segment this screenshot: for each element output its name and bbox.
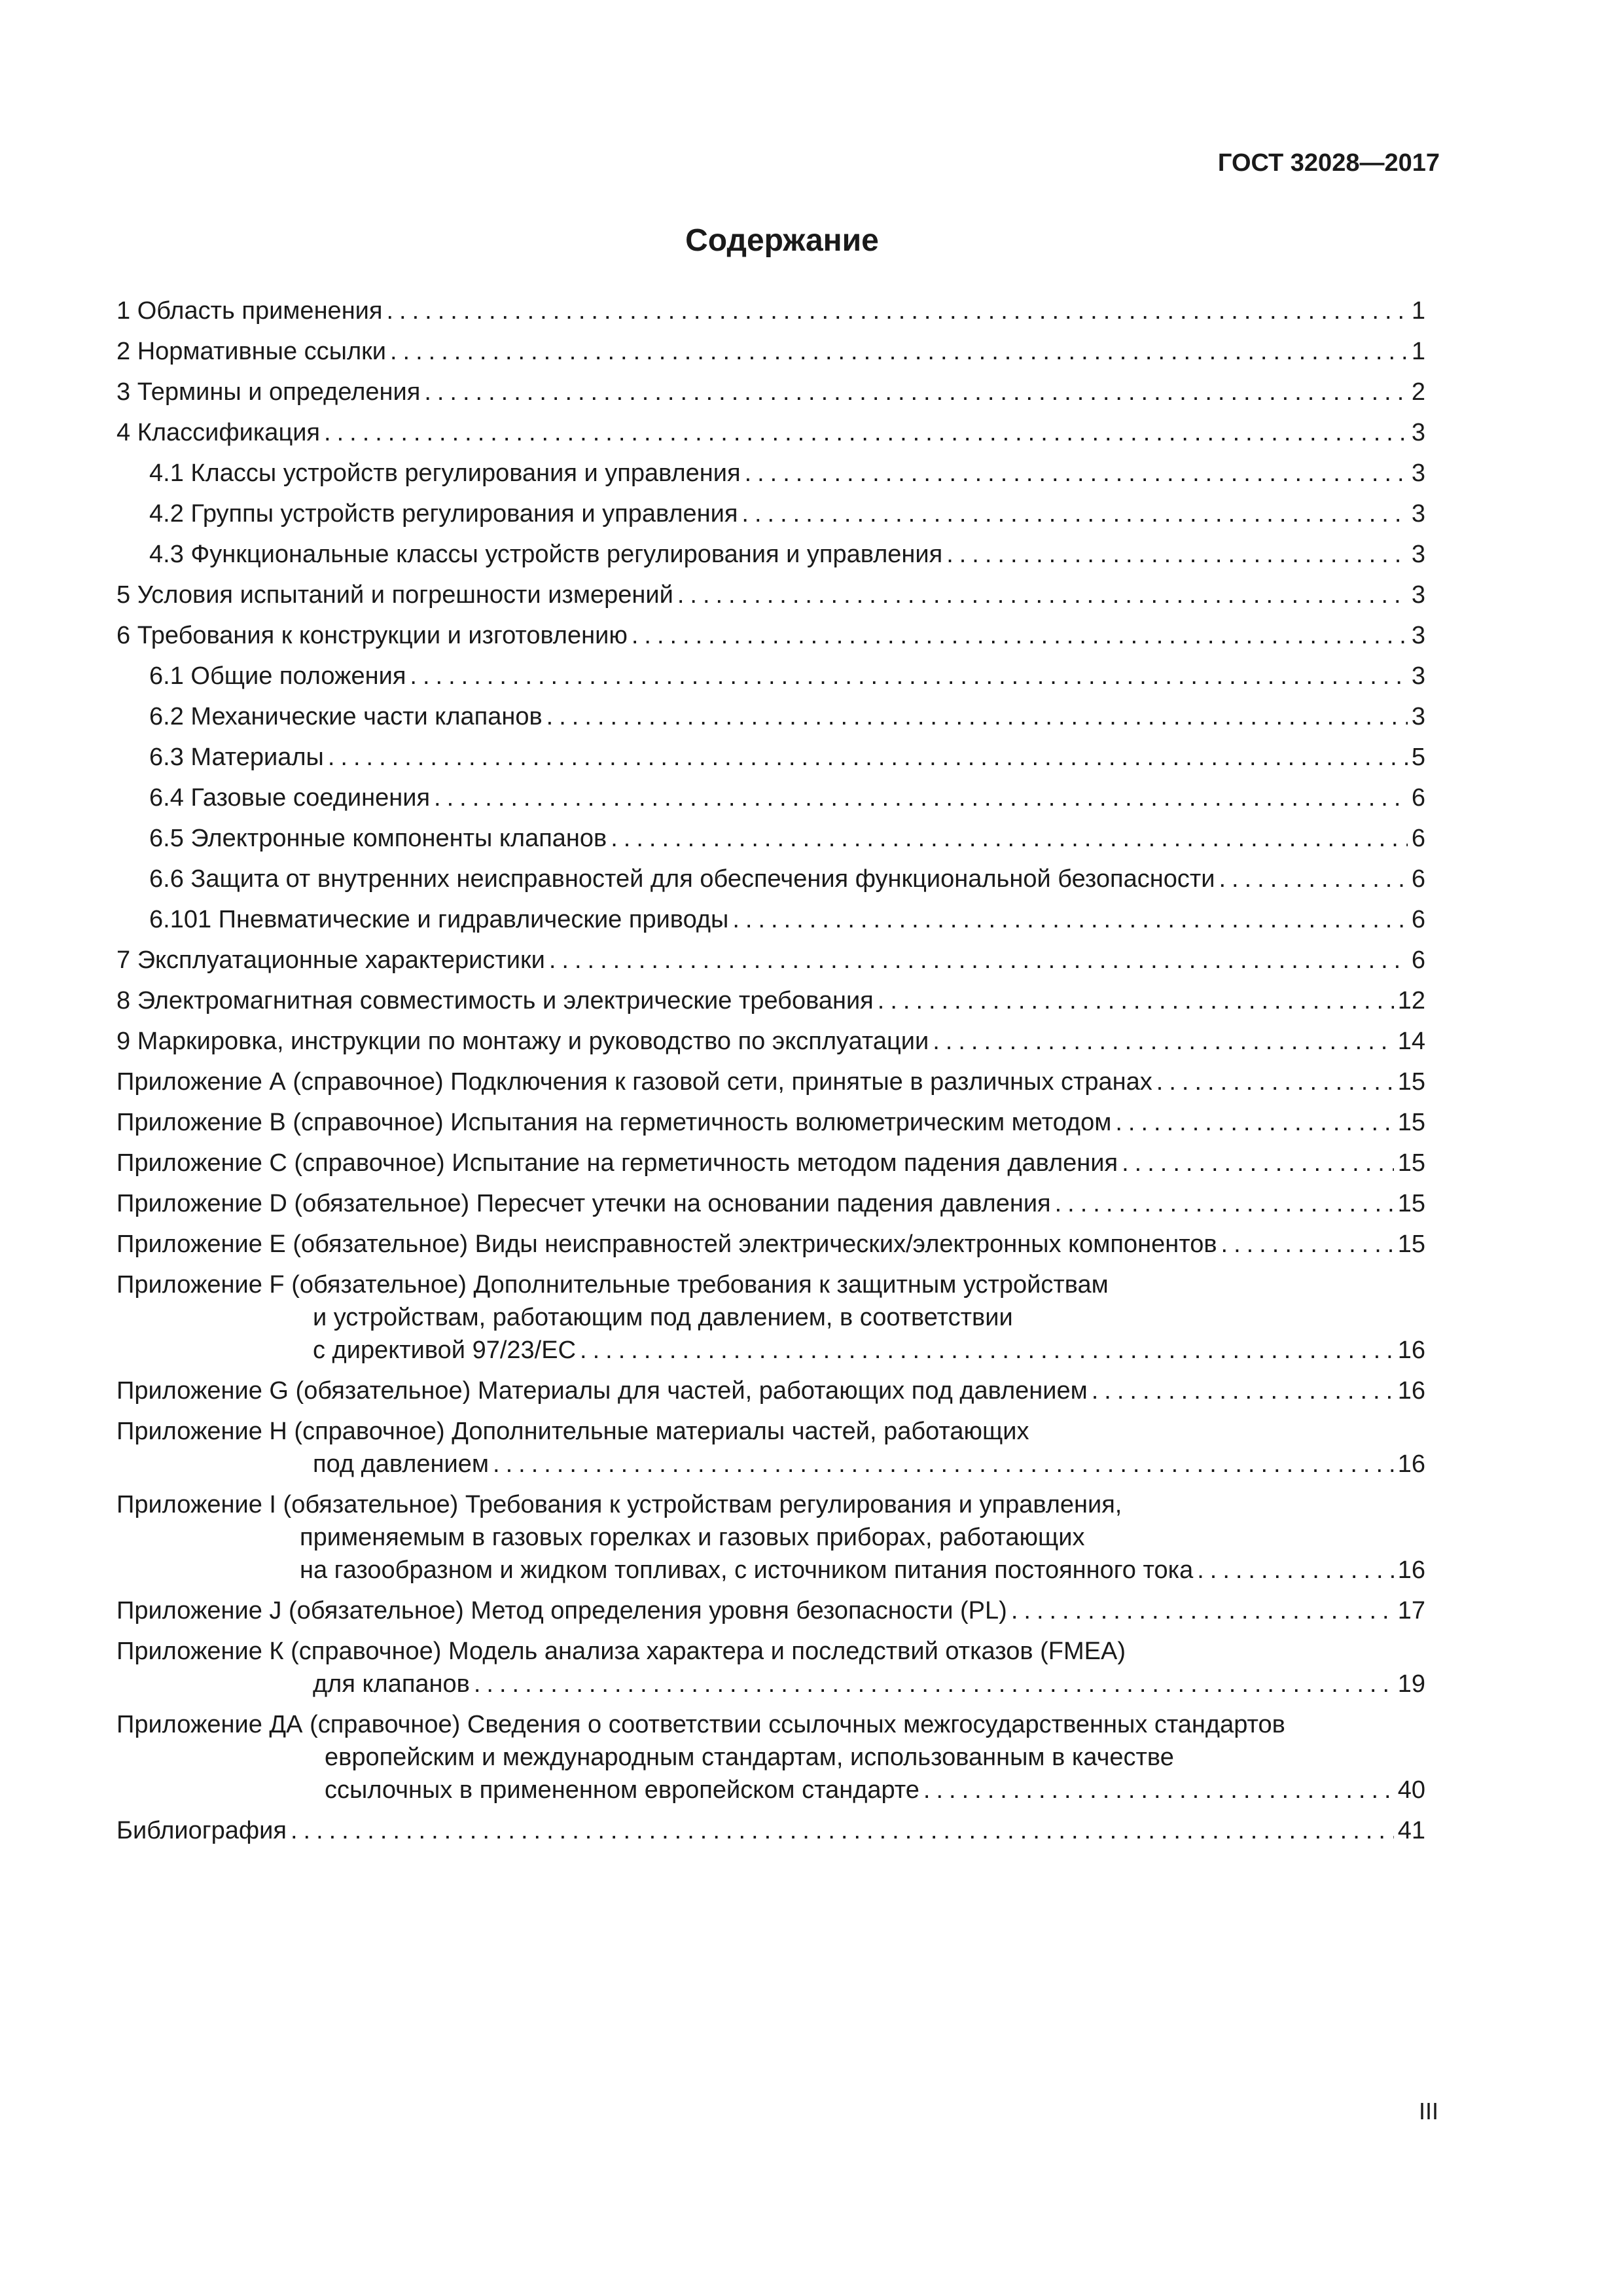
leader-dots [923, 1774, 1394, 1806]
toc-page: 16 [1397, 1336, 1425, 1364]
leader-dots [324, 416, 1408, 449]
toc-label: 5 Условия испытаний и погрешности измерений [116, 581, 673, 609]
toc-page: 15 [1397, 1109, 1425, 1136]
toc-label: Приложение G (обязательное) Материалы для частей, работающих под давлением [116, 1377, 1088, 1405]
toc-label: 6.5 Электронные компоненты клапанов [149, 825, 607, 852]
leader-dots [632, 619, 1408, 652]
toc-entry[interactable] [116, 579, 1425, 611]
toc-entry[interactable] [116, 984, 1425, 1017]
leader-dots [745, 457, 1408, 490]
leader-dots [677, 579, 1408, 611]
toc-entry[interactable] [116, 1594, 1425, 1627]
toc-page: 14 [1397, 1028, 1425, 1055]
toc-entry[interactable] [116, 781, 1425, 814]
toc-label: Приложение J (обязательное) Метод определения уровня безопасности (PL) [116, 1597, 1007, 1624]
toc-entry[interactable] [116, 376, 1425, 408]
toc-entry[interactable] [116, 1106, 1425, 1139]
leader-dots [1197, 1554, 1394, 1587]
page-title: Содержание [685, 223, 879, 258]
toc-page: 3 [1411, 662, 1425, 690]
toc-label: Приложение В (справочное) Испытания на герметичность волюметрическим методом [116, 1109, 1112, 1136]
leader-dots [386, 295, 1407, 327]
toc-label-last: на газообразном и жидком топливах, с источником питания постоянного тока [300, 1556, 1194, 1584]
leader-dots [580, 1334, 1394, 1367]
toc-entry[interactable] [116, 1268, 1425, 1367]
toc-entry[interactable] [116, 1374, 1425, 1407]
toc-label-line1: Приложение К (справочное) Модель анализа характера и последствий отказов (FMEA) [116, 1638, 1126, 1665]
leader-dots [424, 376, 1408, 408]
toc-entry[interactable] [116, 1635, 1425, 1700]
toc-page: 15 [1397, 1230, 1425, 1258]
toc-entry[interactable] [116, 619, 1425, 652]
toc-label: 6.6 Защита от внутренних неисправностей для обеспечения функциональной безопасности [149, 865, 1215, 893]
leader-dots [546, 700, 1408, 733]
toc-label: 4.1 Классы устройств регулирования и управления [149, 459, 741, 487]
toc-entry[interactable] [116, 335, 1425, 368]
toc-page: 15 [1397, 1068, 1425, 1096]
toc-page: 6 [1411, 825, 1425, 852]
toc-page: 6 [1411, 784, 1425, 812]
leader-dots [549, 944, 1408, 977]
toc-entry[interactable] [116, 1415, 1425, 1480]
toc-label: 4.2 Группы устройств регулирования и управления [149, 500, 738, 528]
toc-page: 16 [1397, 1377, 1425, 1405]
toc-label-last: под давлением [313, 1450, 490, 1478]
toc-entry[interactable] [116, 1228, 1425, 1261]
toc-page: 1 [1411, 338, 1425, 365]
leader-dots [474, 1668, 1394, 1700]
toc-label: 2 Нормативные ссылки [116, 338, 386, 365]
toc-page: 3 [1411, 419, 1425, 446]
leader-dots [933, 1025, 1393, 1058]
toc-page: 3 [1411, 500, 1425, 528]
toc-label: 1 Область применения [116, 297, 383, 325]
leader-dots [1219, 863, 1408, 895]
toc-entry[interactable] [116, 1814, 1425, 1847]
toc-label-line2: европейским и международным стандартам, использованным в качестве [325, 1744, 1174, 1771]
toc-entry[interactable] [116, 863, 1425, 895]
toc-page: 15 [1397, 1190, 1425, 1217]
toc-page: 3 [1411, 541, 1425, 568]
toc-page: 1 [1411, 297, 1425, 325]
toc-page: 6 [1411, 946, 1425, 974]
toc-page: 2 [1411, 378, 1425, 406]
toc-entry[interactable] [116, 538, 1425, 571]
leader-dots [946, 538, 1408, 571]
toc-label: 6 Требования к конструкции и изготовлению [116, 622, 628, 649]
leader-dots [741, 497, 1407, 530]
toc-label-last: ссылочных в примененном европейском стандарте [325, 1776, 919, 1804]
toc-entry[interactable] [116, 416, 1425, 449]
toc-label: Приложение Е (обязательное) Виды неисправностей электрических/электронных компонентов [116, 1230, 1217, 1258]
leader-dots [493, 1448, 1394, 1480]
toc-entry[interactable] [116, 1025, 1425, 1058]
toc-label-line1: Приложение Н (справочное) Дополнительные материалы частей, работающих [116, 1418, 1029, 1445]
toc-label-last: для клапанов [313, 1670, 470, 1698]
leader-dots [1156, 1066, 1394, 1098]
leader-dots [732, 903, 1408, 936]
toc-label: 6.1 Общие положения [149, 662, 406, 690]
leader-dots [878, 984, 1394, 1017]
toc-entry[interactable] [116, 295, 1425, 327]
toc-page: 16 [1397, 1556, 1425, 1584]
toc-page: 3 [1411, 459, 1425, 487]
leader-dots [328, 741, 1408, 774]
leader-dots [291, 1814, 1394, 1847]
toc-label: Приложение D (обязательное) Пересчет утечки на основании падения давления [116, 1190, 1051, 1217]
leader-dots [1055, 1187, 1394, 1220]
toc-label: 6.4 Газовые соединения [149, 784, 431, 812]
toc-label: 3 Термины и определения [116, 378, 421, 406]
toc-page: 6 [1411, 906, 1425, 933]
toc-label: 6.2 Механические части клапанов [149, 703, 543, 730]
toc-page: 3 [1411, 622, 1425, 649]
toc-page: 12 [1397, 987, 1425, 1014]
toc-page: 17 [1397, 1597, 1425, 1624]
leader-dots [1092, 1374, 1394, 1407]
toc-label-line1: Приложение ДА (справочное) Сведения о соответствии ссылочных межгосударственных стандартов [116, 1711, 1285, 1738]
toc-label: 6.3 Материалы [149, 744, 324, 771]
toc-label: Приложение С (справочное) Испытание на герметичность методом падения давления [116, 1149, 1118, 1177]
toc-label-line1: Приложение F (обязательное) Дополнительные требования к защитным устройствам [116, 1271, 1109, 1299]
toc-label-line1: Приложение I (обязательное) Требования к устройствам регулирования и управления, [116, 1491, 1122, 1518]
toc-entry[interactable] [116, 822, 1425, 855]
toc-label-line2: и устройствам, работающим под давлением, в соответствии [313, 1304, 1013, 1331]
toc-label: Приложение А (справочное) Подключения к газовой сети, принятые в различных странах [116, 1068, 1152, 1096]
leader-dots [390, 335, 1408, 368]
toc-label: 9 Маркировка, инструкции по монтажу и руководство по эксплуатации [116, 1028, 929, 1055]
toc-label: 6.101 Пневматические и гидравлические приводы [149, 906, 729, 933]
leader-dots [410, 660, 1407, 692]
toc-entry[interactable] [116, 457, 1425, 490]
toc-entry[interactable] [116, 1147, 1425, 1179]
toc-label: Библиография [116, 1817, 287, 1844]
toc-page: 6 [1411, 865, 1425, 893]
leader-dots [434, 781, 1408, 814]
toc-page: 15 [1397, 1149, 1425, 1177]
toc-entry[interactable] [116, 700, 1425, 733]
toc-entry[interactable] [116, 944, 1425, 977]
leader-dots [1221, 1228, 1394, 1261]
toc-label-last: с директивой 97/23/ЕС [313, 1336, 577, 1364]
toc-page: 3 [1411, 703, 1425, 730]
toc-entry[interactable] [116, 741, 1425, 774]
toc-entry[interactable] [116, 1066, 1425, 1098]
document-header: ГОСТ 32028—2017 [1217, 149, 1440, 177]
page-number: III [1418, 2098, 1438, 2125]
leader-dots [611, 822, 1408, 855]
toc-entry[interactable] [116, 1187, 1425, 1220]
toc-page: 40 [1397, 1776, 1425, 1804]
toc-page: 41 [1397, 1817, 1425, 1844]
toc-label-line2: применяемым в газовых горелках и газовых приборах, работающих [300, 1524, 1085, 1551]
toc-entry[interactable] [116, 903, 1425, 936]
leader-dots [1011, 1594, 1394, 1627]
toc-label: 7 Эксплуатационные характеристики [116, 946, 545, 974]
leader-dots [1115, 1106, 1393, 1139]
toc-entry[interactable] [116, 1488, 1425, 1587]
toc-entry[interactable] [116, 660, 1425, 692]
toc-entry[interactable] [116, 497, 1425, 530]
toc-label: 4 Классификация [116, 419, 321, 446]
toc-label: 8 Электромагнитная совместимость и электрические требования [116, 987, 874, 1014]
table-of-contents [116, 295, 1425, 1855]
toc-page: 16 [1397, 1450, 1425, 1478]
toc-label: 4.3 Функциональные классы устройств регулирования и управления [149, 541, 943, 568]
toc-entry[interactable] [116, 1708, 1425, 1806]
toc-page: 19 [1397, 1670, 1425, 1698]
toc-page: 3 [1411, 581, 1425, 609]
leader-dots [1122, 1147, 1394, 1179]
toc-page: 5 [1411, 744, 1425, 771]
